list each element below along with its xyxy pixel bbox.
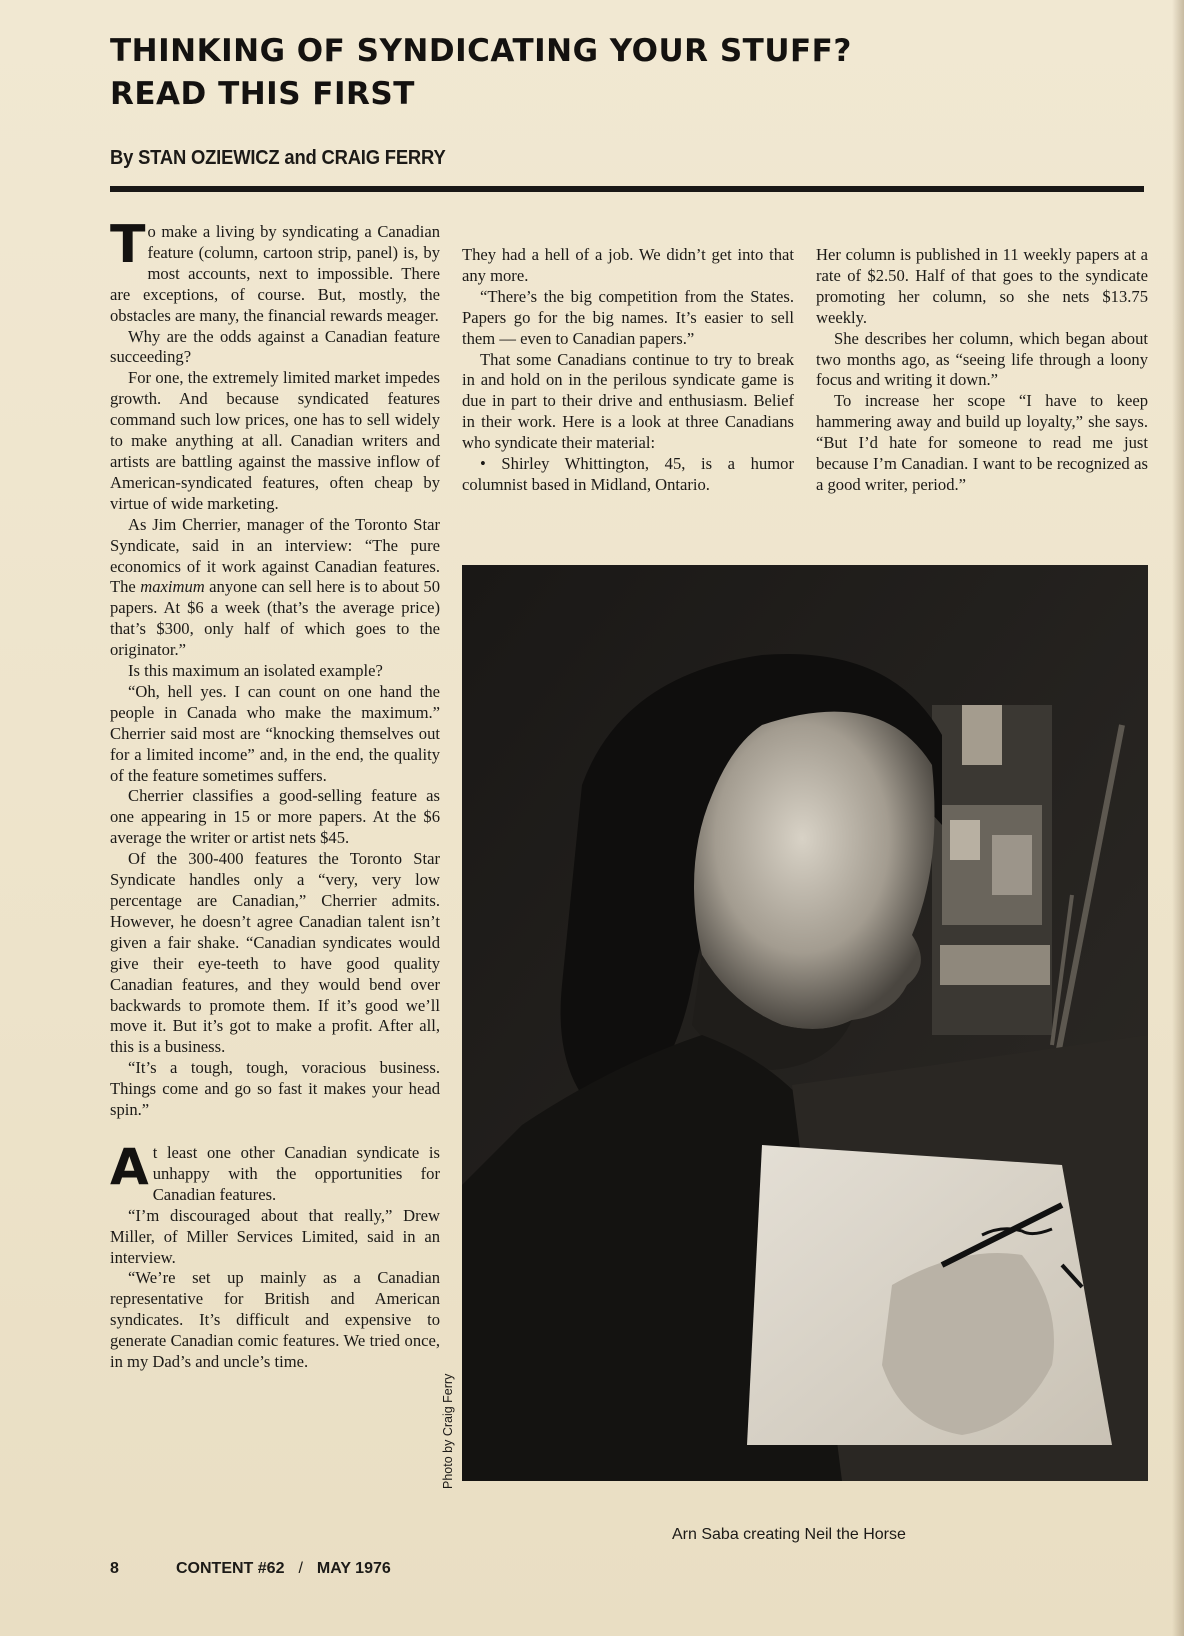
paragraph-text: anyone can sell here is to about 50 papers. At $6 a week (that’s the average price) that’s $300, only half of which goes to the originator.” — [110, 577, 440, 660]
magazine-issue: CONTENT #62 — [176, 1560, 285, 1577]
page-footer — [110, 1560, 391, 1578]
emphasis-text: maximum — [140, 577, 205, 597]
paragraph: She describes her column, which began about two months ago, as “seeing life through a loony focus and writing it down.” — [816, 328, 1148, 390]
paragraph: Cherrier classifies a good-selling feature as one appearing in 15 or more papers. At the $6 average the writer or artist nets $45. — [110, 786, 440, 848]
paragraph: “We’re set up mainly as a Canadian representative for British and American syndicates. It’s difficult and expensive to generate Canadian comic features. We tried once, in my Dad’s and uncle’s time. — [110, 1268, 440, 1372]
headline-line-1: THINKING OF SYNDICATING YOUR STUFF? — [110, 33, 852, 69]
paragraph-text: t least one other Canadian syndicate is unhappy with the opportunities for Canadian features. — [152, 1142, 440, 1204]
paragraph: Why are the odds against a Canadian feature succeeding? — [110, 326, 440, 367]
paragraph-text: As Jim Cherrier, manager of the Toronto Star Syndicate, said in an interview: “The pure economics of it work against Canadian features. The — [110, 514, 440, 597]
paragraph: • Shirley Whittington, 45, is a humor columnist based in Midland, Ontario. — [462, 454, 794, 494]
paragraph-text: o make a living by syndicating a Canadian feature (column, cartoon strip, panel) is, by most accounts, next to impossible. There are exceptions, of course. But, mostly, the obstacles are many, the financial rewards meager. — [110, 222, 440, 325]
issue-date: MAY 1976 — [316, 1560, 391, 1577]
paragraph: Of the 300-400 features the Toronto Star Syndicate handles only a “very, very low percentage are Canadian,” Cherrier admits. However, he doesn’t agree Canadian talent isn’t given a fair shake. “Canadian syndicates would give their eye-teeth to have good quality Canadian features, and they would bend over backwards to promote them. If it’s good we’ll move it. But it’s got to make a profit. After all, this is a business. — [110, 849, 440, 1057]
section-break — [110, 1137, 440, 1373]
headline-line-2: READ THIS FIRST — [110, 76, 415, 112]
article-photo — [462, 565, 1148, 1481]
paragraph: “Oh, hell yes. I can count on one hand the people in Canada who make the maximum.” Cherrier said most are “knocking themselves out for a limited income” and, in the end, the quality of the feature sometimes suffers. — [110, 681, 440, 785]
paragraph: Is this maximum an isolated example? — [128, 661, 383, 681]
text-column-3 — [816, 245, 1148, 496]
paragraph: To increase her scope “I have to keep hammering away and build up loyalty,” she says. “But I’d hate for someone to read me just because I’m Canadian. I want to be recognized as a good writer, period.” — [816, 391, 1148, 494]
paragraph: “There’s the big competition from the States. Papers go for the big names. It’s easier to sell them — even to Canadian papers.” — [462, 286, 794, 348]
footer-separator: / — [298, 1560, 303, 1577]
divider-rule — [110, 186, 1144, 192]
paragraph: That some Canadians continue to try to break in and hold on in the perilous syndicate game is due in part to their drive and enthusiasm. Belief in their work. Here is a look at three Canadians who syndicate their material: — [462, 349, 794, 453]
page-number: 8 — [110, 1560, 119, 1577]
drop-cap: A — [110, 1137, 149, 1196]
text-column-1 — [110, 215, 440, 1373]
paragraph: They had a hell of a job. We didn’t get into that any more. — [462, 245, 794, 285]
paragraph: “I’m discouraged about that really,” Drew Miller, of Miller Services Limited, said in an interview. — [110, 1205, 440, 1267]
paragraph: Her column is published in 11 weekly papers at a rate of $2.50. Half of that goes to the syndicate promoting her column, so she nets $13.75 weekly. — [816, 245, 1148, 327]
drop-cap: T — [110, 215, 146, 275]
paragraph — [110, 1137, 440, 1206]
photo-illustration — [462, 565, 1148, 1481]
paragraph — [110, 215, 440, 327]
photo-caption: Arn Saba creating Neil the Horse — [672, 1526, 906, 1543]
paragraph: “It’s a tough, tough, voracious business. Things come and go so fast it makes your head spin.” — [110, 1058, 440, 1120]
paragraph: For one, the extremely limited market impedes growth. And because syndicated features command such low prices, one has to sell widely to make anything at all. Canadian writers and artists are battling against the massive inflow of American-syndicated features, often cheap by virtue of wide marketing. — [110, 368, 440, 513]
article-headline — [110, 30, 1110, 116]
photo-credit: Photo by Craig Ferry — [441, 1373, 455, 1489]
byline: By STAN OZIEWICZ and CRAIG FERRY — [110, 147, 446, 169]
text-column-2 — [462, 245, 794, 496]
paragraph — [110, 515, 440, 661]
